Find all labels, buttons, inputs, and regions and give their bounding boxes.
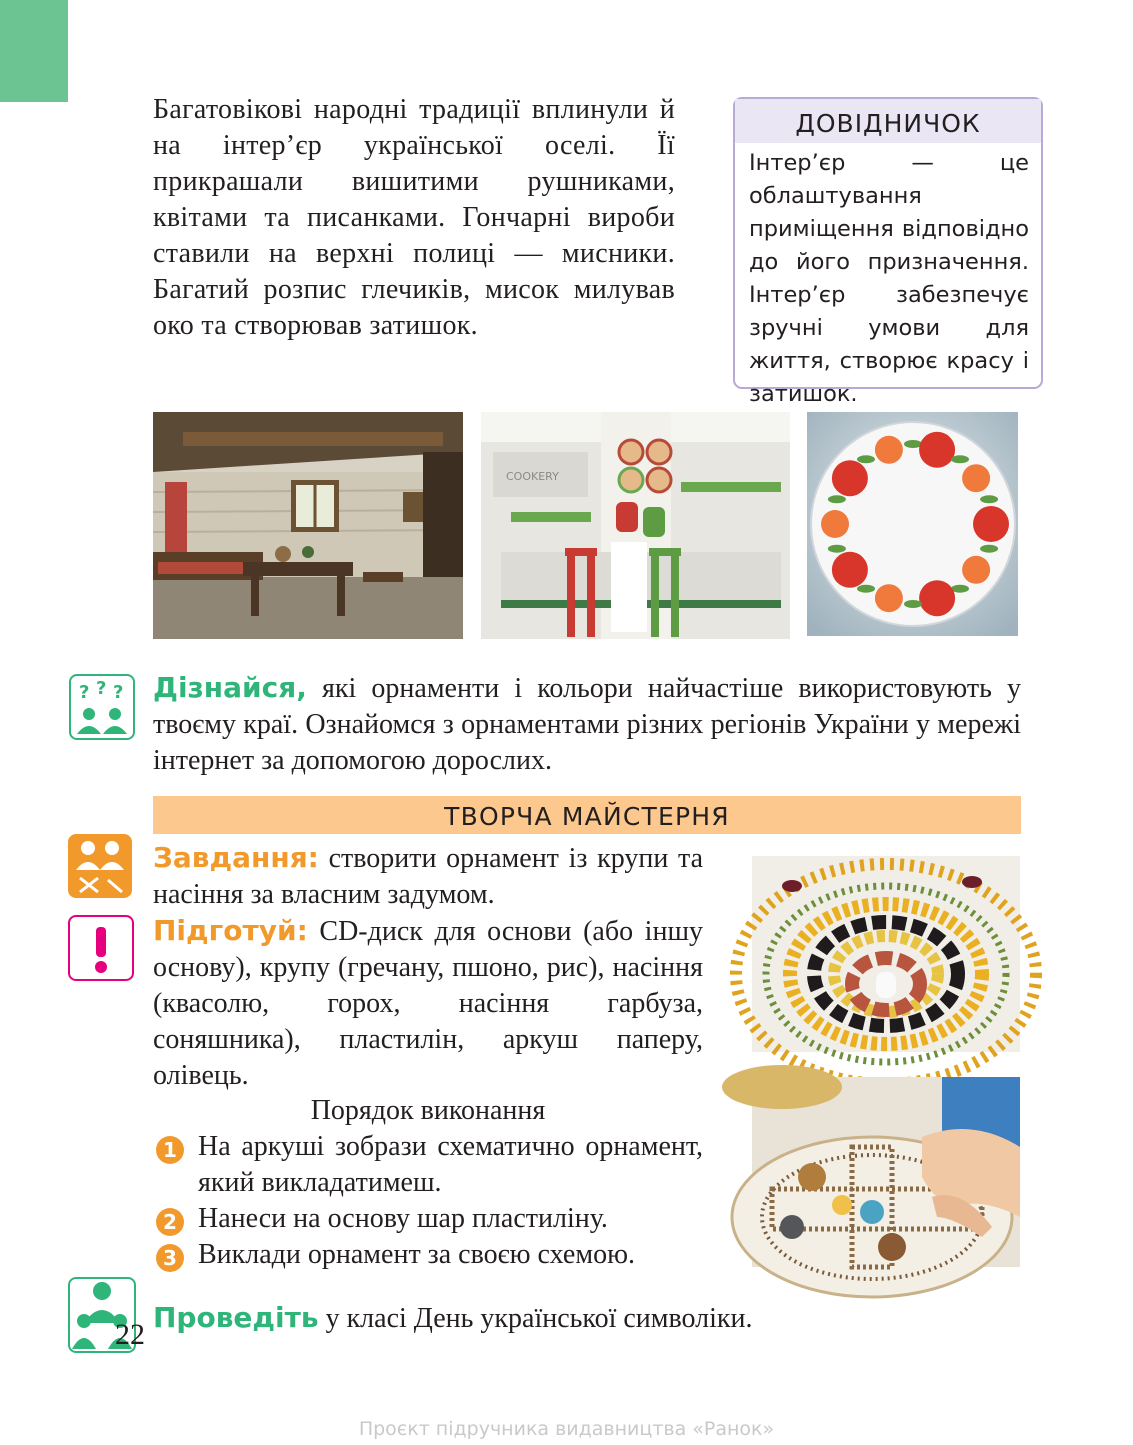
prepare-lead: Підготуй:: [153, 914, 308, 947]
step-text: Виклади орнамент за своєю схемою.: [198, 1239, 635, 1270]
exclamation-icon: [68, 915, 134, 981]
leaf-motif: [904, 600, 922, 608]
flower-motif: [962, 556, 990, 584]
svg-text:?: ?: [96, 678, 107, 699]
step-text: На аркуші зобрази схематично орнамент, який викладатимеш.: [198, 1131, 703, 1198]
traditional-interior-photo: [153, 412, 463, 639]
crafting-hands-photo: [752, 1077, 1020, 1267]
hold-paragraph: [153, 1300, 1021, 1337]
modern-kitchen-photo: [481, 412, 790, 639]
svg-text:?: ?: [113, 682, 124, 703]
kitchen-sign: COOKERY: [506, 470, 559, 483]
flower-motif: [973, 506, 1009, 542]
step-number: 1: [156, 1136, 184, 1164]
leaf-motif: [857, 585, 875, 593]
corner-tab: [0, 0, 68, 102]
flower-motif: [832, 552, 868, 588]
hold-text: у класі День української символіки.: [318, 1303, 753, 1334]
page-number: 22: [115, 1318, 145, 1351]
step-1: [153, 1129, 703, 1201]
leaf-motif: [980, 545, 998, 553]
learn-paragraph: [153, 670, 1021, 779]
question-people-icon: [69, 674, 135, 740]
flower-motif: [821, 510, 849, 538]
task-lead: Завдання:: [153, 841, 319, 874]
task-text: створити орнамент із крупи та насіння за власним задумом.: [153, 843, 703, 910]
leaf-motif: [828, 495, 846, 503]
leaf-motif: [980, 495, 998, 503]
glossary-text: Інтер’єр — це облаштування приміщення відповідно до його призначення. Інтер’єр забезпечує зручні умови для життя, створює красу і затишок.: [749, 150, 1029, 407]
leaf-motif: [904, 440, 922, 448]
learn-text: які орнаменти і кольори найчастіше використовують у твоєму краї. Ознайомся з орнаментами різних регіонів України у мережі інтернет за допомогою дорослих.: [153, 673, 1021, 776]
step-text: Нанеси на основу шар пластиліну.: [198, 1203, 608, 1234]
crafting-people-icon: [68, 834, 132, 898]
step-number: 2: [156, 1208, 184, 1236]
flower-motif: [832, 460, 868, 496]
learn-lead: Дізнайся,: [153, 671, 307, 704]
flower-motif: [875, 436, 903, 464]
flower-motif: [962, 464, 990, 492]
prepare-text: CD-диск для основи (або іншу основу), крупу (гречану, пшоно, рис), насіння (квасолю, горох, насіння гарбуза, соняшника), пластилін, аркуш паперу, олівець.: [153, 916, 703, 1091]
step-3: [153, 1237, 703, 1273]
flower-motif: [919, 580, 955, 616]
step-2: [153, 1201, 703, 1237]
painted-plate-photo: [807, 412, 1018, 636]
seed-ornament-photo: [752, 856, 1020, 1052]
workshop-title: ТВОРЧА МАЙСТЕРНЯ: [153, 796, 1021, 834]
footer-credit: Проєкт підручника видавництва «Ранок»: [358, 1418, 775, 1440]
step-number: 3: [156, 1244, 184, 1272]
leaf-motif: [857, 455, 875, 463]
glossary-title: ДОВІДНИЧОК: [735, 99, 1041, 143]
flower-motif: [919, 432, 955, 468]
leaf-motif: [951, 455, 969, 463]
leaf-motif: [828, 545, 846, 553]
hold-lead: Проведіть: [153, 1301, 319, 1334]
svg-text:?: ?: [79, 682, 90, 703]
task-paragraph: [153, 840, 703, 1094]
intro-paragraph: Багатовікові народні традиції вплинули й на інтер’єр української оселі. Її прикрашали вишитими рушниками, квітами та писанками. Гончарні вироби ставили на верхні полиці — мисники. Багатий розпис глечиків, мисок милував око та створював затишок.: [153, 94, 675, 341]
flower-motif: [875, 584, 903, 612]
glossary-box: [733, 97, 1043, 407]
steps-title: Порядок виконання: [310, 1095, 546, 1126]
